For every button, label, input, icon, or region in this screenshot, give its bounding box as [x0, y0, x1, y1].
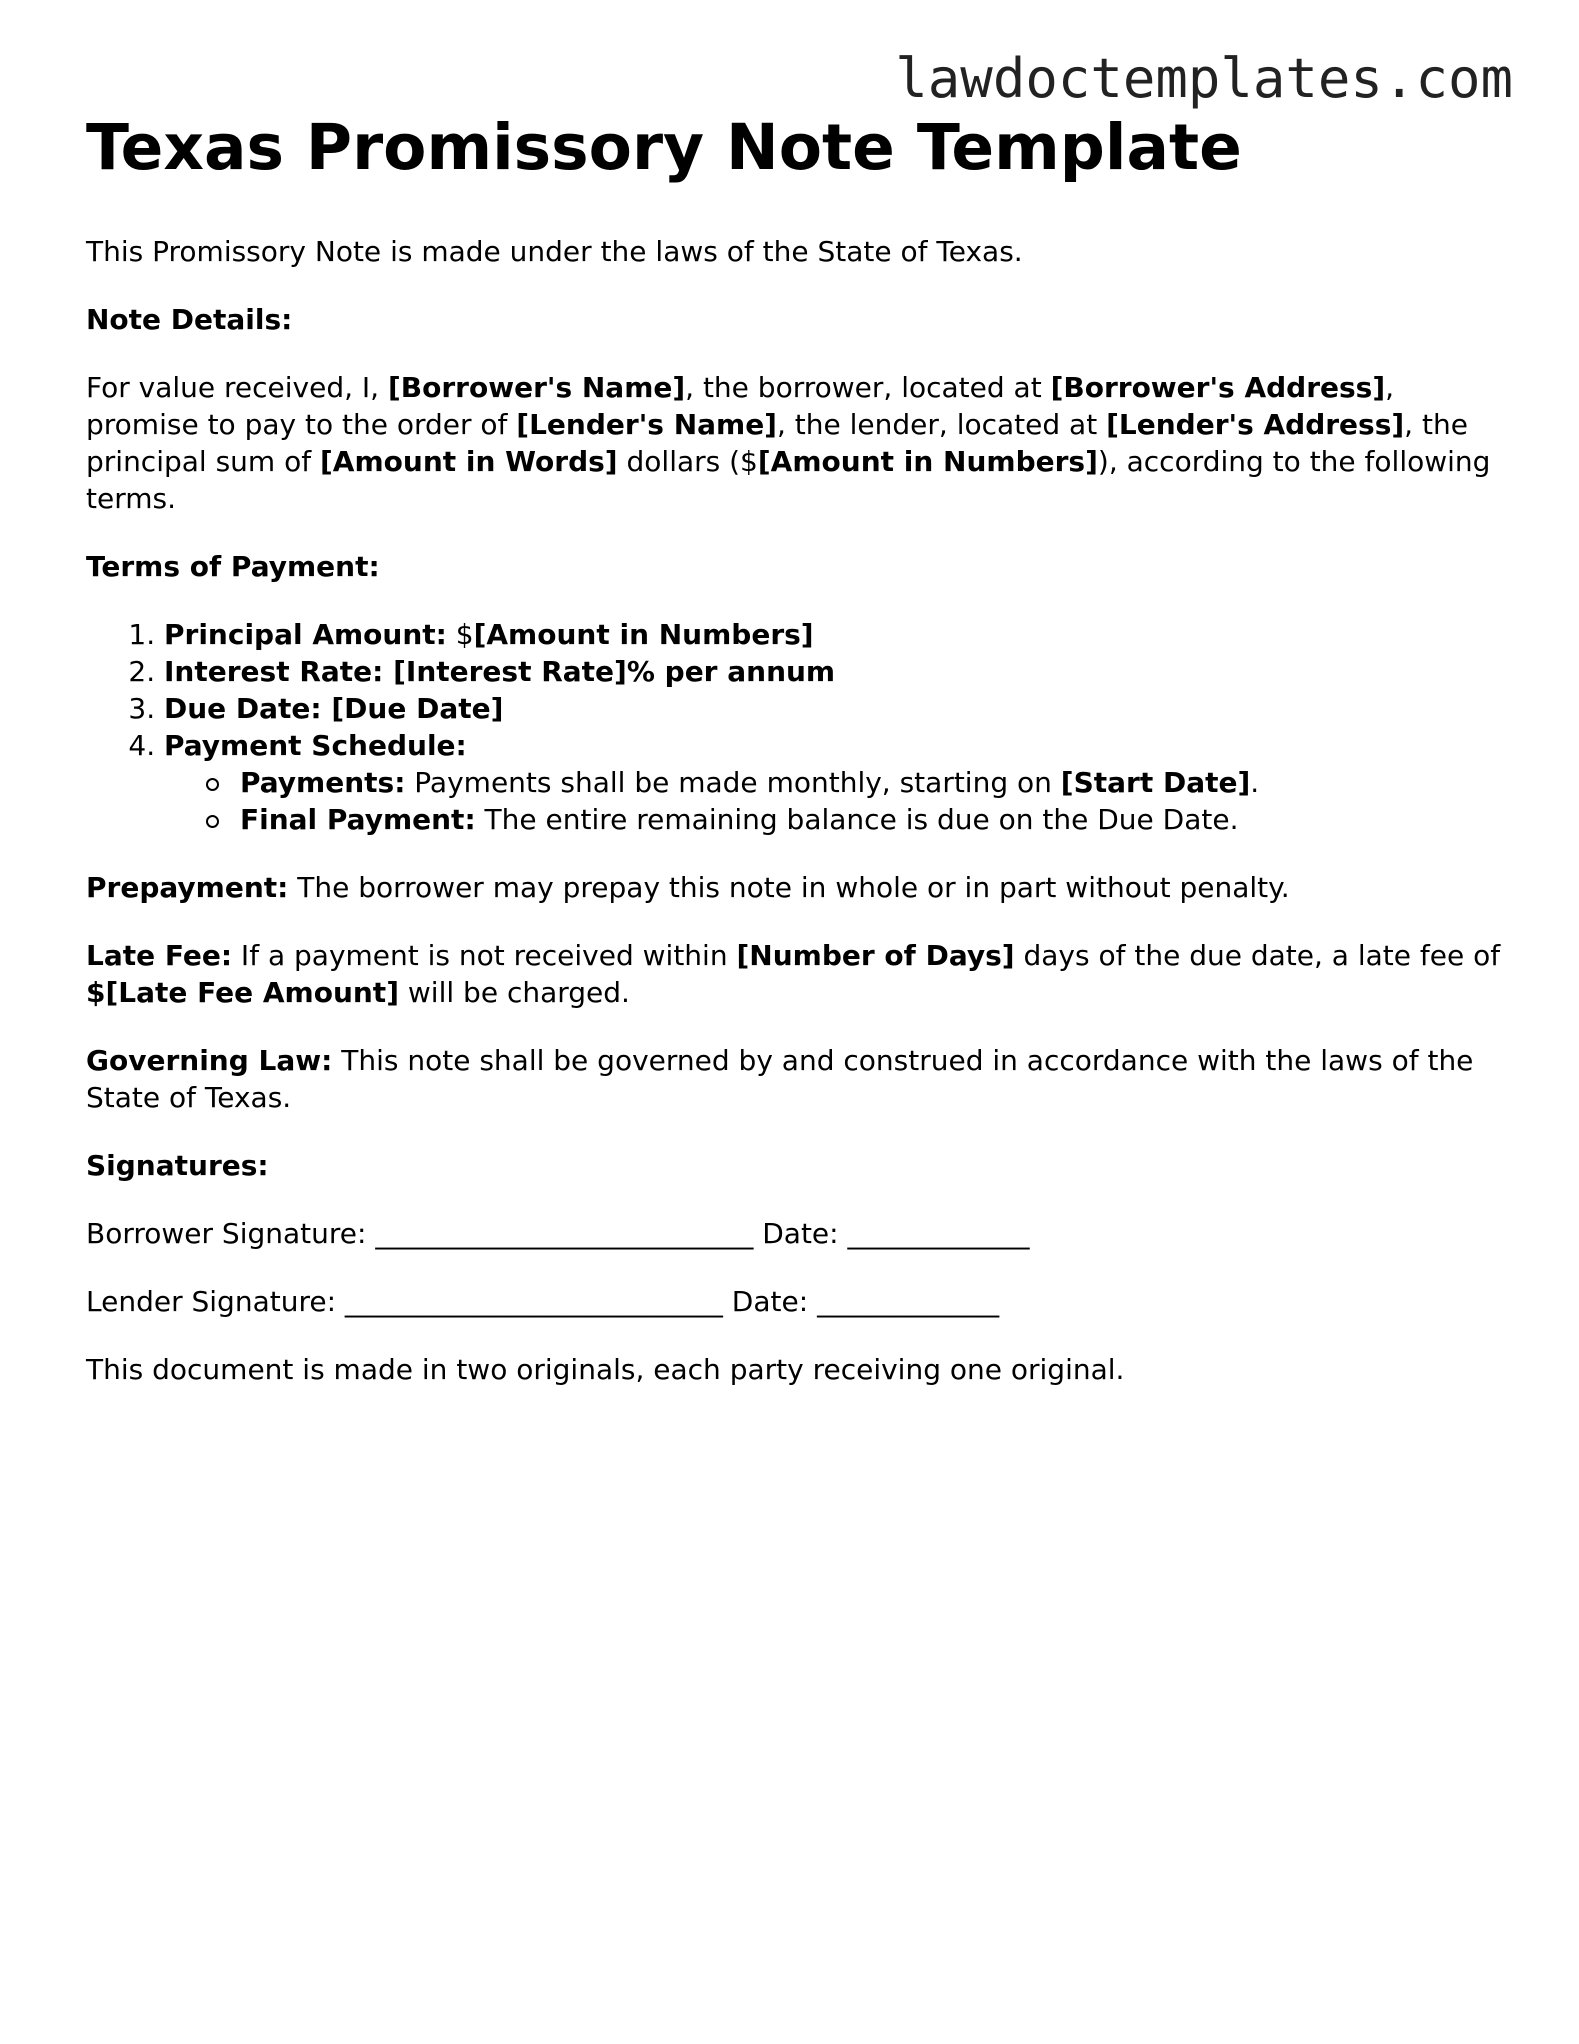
- site-watermark: lawdoctemplates.com: [895, 47, 1513, 110]
- amount-words-placeholder: [Amount in Words]: [320, 444, 618, 478]
- document-title: Texas Promissory Note Template: [86, 111, 1242, 184]
- intro-paragraph: This Promissory Note is made under the laws of the State of Texas.: [86, 234, 1023, 268]
- closing-paragraph: This document is made in two originals, each party receiving one original.: [86, 1352, 1125, 1386]
- note-details-heading: Note Details:: [86, 302, 293, 336]
- borrower-name-placeholder: [Borrower's Name]: [387, 370, 686, 404]
- term-principal: 1. Principal Amount: $[Amount in Numbers]: [164, 616, 1506, 653]
- governing-law-paragraph: Governing Law: This note shall be governed by and construed in accordance with the laws of the State of Texas.: [86, 1043, 1474, 1114]
- schedule-list: [164, 764, 1506, 838]
- terms-heading: Terms of Payment:: [86, 549, 380, 583]
- schedule-payments: Payments: Payments shall be made monthly, starting on [Start Date].: [202, 764, 1506, 801]
- document-body: [86, 110, 1506, 1419]
- late-fee-paragraph: Late Fee: If a payment is not received within [Number of Days] days of the due date, a late fee of $[Late Fee Amount] will be charged.: [86, 938, 1501, 1009]
- term-interest: 2. Interest Rate: [Interest Rate]% per annum: [164, 653, 1506, 690]
- note-details-paragraph: For value received, I, [Borrower's Name], the borrower, located at [Borrower's Address], promise to pay to the order of [Lender's Name], the lender, located at [Lender's Address], the principal sum of [Amount in Words] dollars ($[Amount in Numbers]), according to the following terms.: [86, 370, 1491, 515]
- terms-list: [86, 616, 1506, 838]
- term-due-date: 3. Due Date: [Due Date]: [164, 690, 1506, 727]
- signatures-heading: Signatures:: [86, 1148, 269, 1182]
- borrower-address-placeholder: [Borrower's Address]: [1050, 370, 1386, 404]
- schedule-final-payment: Final Payment: The entire remaining balance is due on the Due Date.: [202, 801, 1506, 838]
- prepayment-paragraph: Prepayment: The borrower may prepay this note in whole or in part without penalty.: [86, 870, 1290, 904]
- borrower-signature-line: Borrower Signature: ___________________________ Date: _____________: [86, 1216, 1030, 1250]
- lender-signature-line: Lender Signature: ___________________________ Date: _____________: [86, 1284, 1000, 1318]
- term-schedule: 4. Payment Schedule: Payments: Payments shall be made monthly, starting on [Start Date]. Final Payment: The entire remaining balance is due on the Due Date.: [164, 727, 1506, 838]
- amount-numbers-placeholder: [Amount in Numbers]: [757, 444, 1098, 478]
- lender-name-placeholder: [Lender's Name]: [516, 407, 777, 441]
- lender-address-placeholder: [Lender's Address]: [1106, 407, 1405, 441]
